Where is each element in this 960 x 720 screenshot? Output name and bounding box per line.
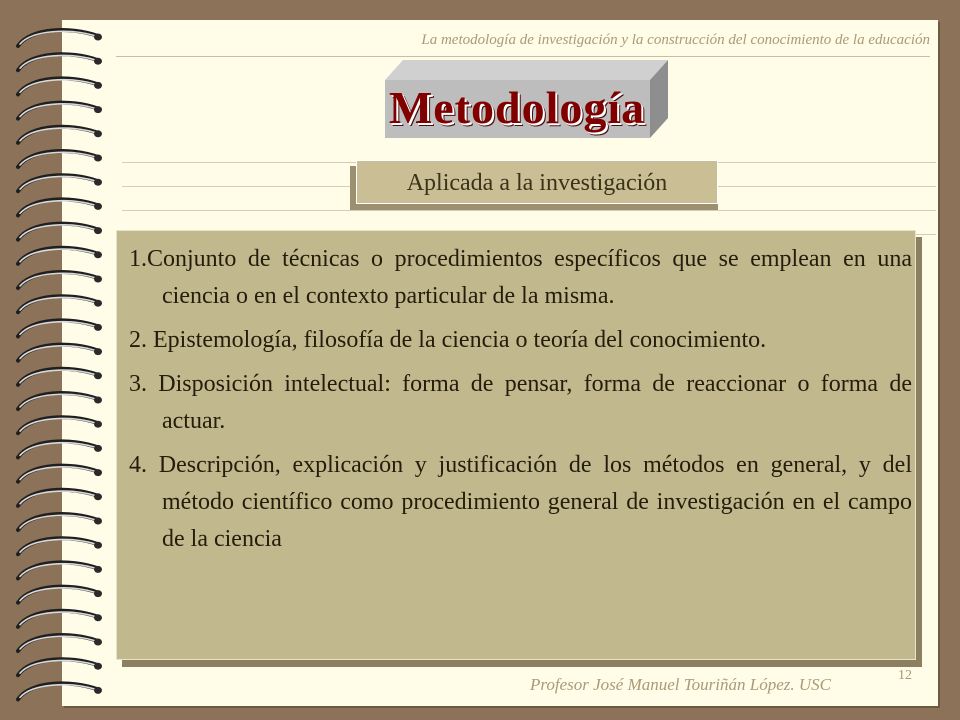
definition-item: 2. Epistemología, filosofía de la ciencia o teoría del conocimiento.: [129, 327, 767, 353]
binding-ring-icon: [18, 417, 102, 433]
binding-ring-icon: [18, 103, 102, 119]
binding-ring-icon: [18, 175, 102, 191]
slide-header: La metodología de investigación y la construcción del conocimiento de la educación: [421, 32, 930, 48]
binding-ring-icon: [18, 320, 102, 336]
binding-ring-icon: [18, 611, 102, 627]
binding-ring-icon: [18, 296, 102, 312]
page-number: 12: [898, 668, 912, 683]
binding-ring-icon: [18, 683, 102, 699]
binding-ring-icon: [18, 441, 102, 457]
definition-item: 4. Descripción, explicación y justificación de los métodos en general, y del método científico como procedimiento general de investigación en el campo de la ciencia: [129, 452, 912, 552]
binding-ring-icon: [18, 272, 102, 288]
binding-ring-icon: [18, 635, 102, 651]
binding-ring-icon: [18, 224, 102, 240]
definition-item: 1.Conjunto de técnicas o procedimientos específicos que se emplean en una ciencia o en el contexto particular de la misma.: [129, 246, 912, 309]
binding-ring-icon: [18, 490, 102, 506]
binding-ring-icon: [18, 248, 102, 264]
binding-ring-icon: [18, 393, 102, 409]
binding-ring-icon: [18, 538, 102, 554]
binding-ring-icon: [18, 466, 102, 482]
content-box: [116, 230, 916, 660]
footer-author: Profesor José Manuel Touriñán López. USC: [530, 675, 831, 694]
divider-line: [122, 210, 936, 211]
binding-ring-icon: [18, 562, 102, 578]
header-divider: [116, 56, 930, 57]
binding-ring-icon: [18, 30, 102, 46]
binding-ring-icon: [18, 587, 102, 603]
binding-ring-icon: [18, 78, 102, 94]
binding-ring-icon: [18, 127, 102, 143]
binding-ring-icon: [18, 659, 102, 675]
binding-ring-icon: [18, 199, 102, 215]
binding-ring-icon: [18, 151, 102, 167]
binding-ring-icon: [18, 345, 102, 361]
subtitle-box: Aplicada a la investigación: [356, 160, 718, 204]
definition-item: 3. Disposición intelectual: forma de pensar, forma de reaccionar o forma de actuar.: [129, 371, 912, 434]
spiral-binding: [0, 0, 110, 720]
page-title: Metodología: [388, 82, 646, 133]
binding-ring-icon: [18, 369, 102, 385]
binding-ring-icon: [18, 54, 102, 70]
binding-ring-icon: [18, 514, 102, 530]
